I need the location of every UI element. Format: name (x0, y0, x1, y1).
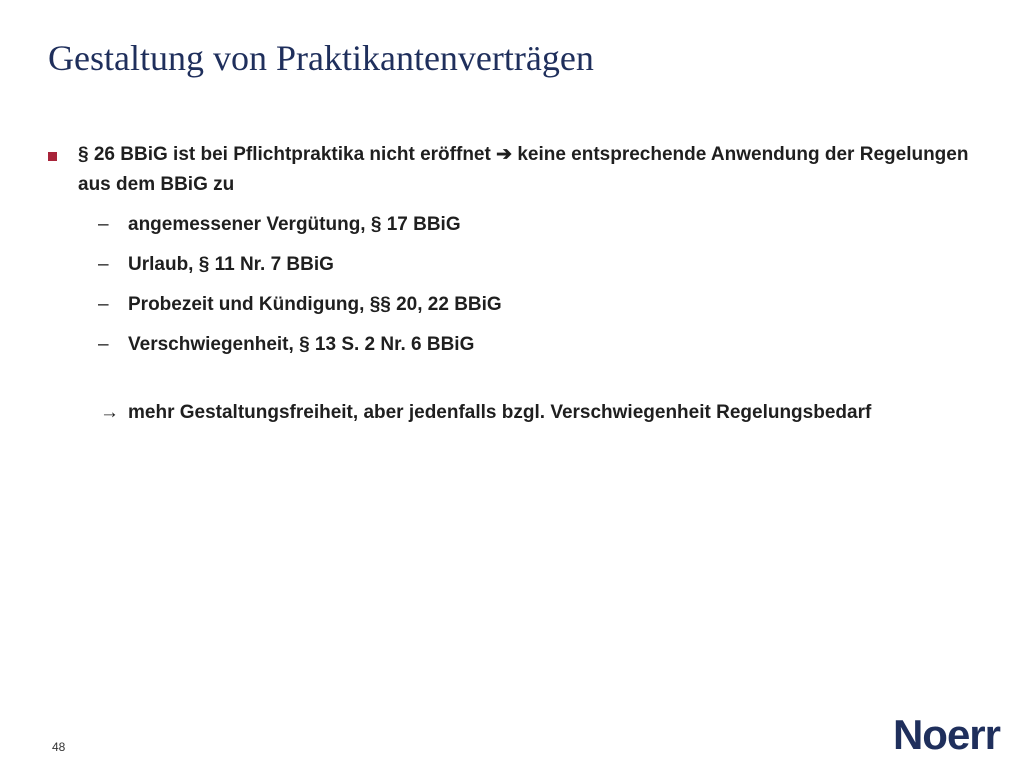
page-number: 48 (52, 740, 66, 754)
dash-icon: – (98, 254, 109, 275)
sub-item (48, 290, 978, 320)
square-bullet-icon (48, 152, 57, 161)
bullet-text-before-arrow: § 26 BBiG ist bei Pflichtpraktika nicht eröffnet (78, 144, 491, 165)
sub-list (48, 210, 978, 360)
sub-item (48, 250, 978, 280)
noerr-logo: Noerr (892, 711, 1000, 758)
dash-icon: – (98, 294, 109, 315)
slide-title: Gestaltung von Praktikantenverträgen (48, 38, 594, 78)
sub-item-text: Urlaub, § 11 Nr. 7 BBiG (128, 254, 334, 275)
conclusion-item (48, 398, 978, 428)
sub-item (48, 210, 978, 240)
bullet-text-after-arrow: keine entsprechende Anwendung der Regelungen aus dem BBiG zu (78, 144, 969, 195)
main-bullet (48, 140, 978, 200)
sub-item-text: Verschwiegenheit, § 13 S. 2 Nr. 6 BBiG (128, 334, 475, 355)
slide-content (48, 140, 978, 428)
dash-icon: – (98, 214, 109, 235)
sub-item (48, 330, 978, 360)
conclusion-text: mehr Gestaltungsfreiheit, aber jedenfalls bzgl. Verschwiegenheit Regelungsbedarf (128, 402, 872, 423)
dash-icon: – (98, 334, 109, 355)
right-arrow-icon: ➔ (496, 144, 513, 165)
sub-item-text: angemessener Vergütung, § 17 BBiG (128, 214, 461, 235)
arrow-right-icon: → (100, 402, 119, 423)
sub-item-text: Probezeit und Kündigung, §§ 20, 22 BBiG (128, 294, 502, 315)
